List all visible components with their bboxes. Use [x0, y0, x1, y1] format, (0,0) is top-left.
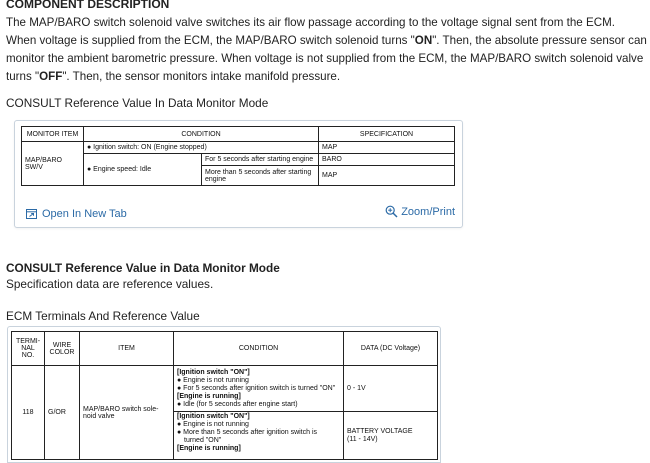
header-specification: SPECIFICATION: [319, 127, 455, 142]
consult-table-frame: [14, 120, 463, 228]
open-in-new-tab-link[interactable]: [26, 208, 127, 220]
terminal-number: 118: [12, 366, 45, 460]
condition-ignition-on: ● Ignition switch: ON (Engine stopped): [84, 142, 319, 154]
monitor-item-cell: MAP/BARO SW/V: [22, 142, 84, 186]
spec-map-2: MAP: [319, 166, 455, 186]
open-in-new-tab-label: Open In New Tab: [42, 208, 127, 220]
zoom-print-link[interactable]: [385, 205, 455, 218]
sub-condition-more-5s: More than 5 seconds after starting engine: [202, 166, 319, 186]
header-item: ITEM: [80, 332, 174, 366]
consult-reference-heading: CONSULT Reference Value In Data Monitor Mode: [6, 96, 269, 110]
table-action-bar: [15, 203, 462, 225]
data-value-2: BATTERY VOLTAGE (11 - 14V): [344, 412, 438, 460]
wire-color: G/OR: [45, 366, 80, 460]
condition-engine-idle: ● Engine speed: Idle: [84, 154, 202, 186]
header-monitor-item: MONITOR ITEM: [22, 127, 84, 142]
component-description-paragraph: The MAP/BARO switch solenoid valve switches its air flow passage according to the voltage signal sent from the ECM. When voltage is supplied from the ECM, the MAP/BARO switch solenoid turns "ON". Then, the absolute pressure sensor can monitor the ambient barometric pressure. When voltage is not supplied from the ECM, the MAP/BARO switch solenoid valve turns "OFF". Then, the sensor monitors intake manifold pressure.: [6, 16, 647, 83]
ecm-terminals-table: [11, 331, 438, 460]
header-wire-color: WIRE COLOR: [45, 332, 80, 366]
header-condition: CONDITION: [84, 127, 319, 142]
ecm-table-frame: [7, 326, 441, 463]
data-value-1: 0 - 1V: [344, 366, 438, 412]
item-description: MAP/BARO switch sole- noid valve: [80, 366, 174, 460]
header-ecm-condition: CONDITION: [174, 332, 344, 366]
condition-block-2: [Ignition switch "ON"] ● Engine is not running ● More than 5 seconds after ignition switch is turned "ON" [Engine is running]: [174, 412, 344, 460]
spec-map-1: MAP: [319, 142, 455, 154]
ecm-terminals-heading: ECM Terminals And Reference Value: [6, 309, 200, 323]
component-description-heading: COMPONENT DESCRIPTION: [6, 0, 170, 11]
sub-condition-5s: For 5 seconds after starting engine: [202, 154, 319, 166]
spec-baro: BARO: [319, 154, 455, 166]
open-new-tab-icon: [26, 209, 37, 219]
zoom-icon: [385, 205, 398, 218]
header-terminal-no: TERMI- NAL NO.: [12, 332, 45, 366]
header-data: DATA (DC Voltage): [344, 332, 438, 366]
off-keyword: OFF: [39, 70, 63, 83]
on-keyword: ON: [414, 34, 433, 47]
condition-block-1: [Ignition switch "ON"] ● Engine is not running ● For 5 seconds after ignition switch is turned "ON" [Engine is running] ● Idle (for 5 seconds after engine start): [174, 366, 344, 412]
consult-reference-table: [21, 126, 455, 186]
zoom-print-label: Zoom/Print: [401, 205, 455, 218]
consult-bold-heading: CONSULT Reference Value in Data Monitor Mode: [6, 261, 280, 275]
specification-note: Specification data are reference values.: [6, 277, 214, 291]
